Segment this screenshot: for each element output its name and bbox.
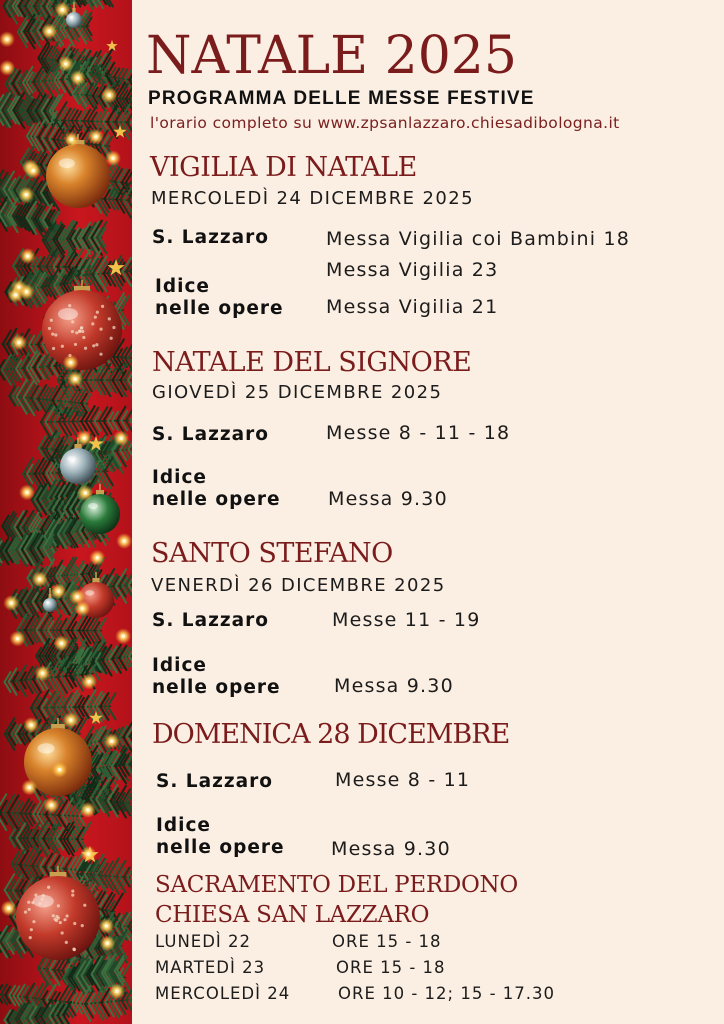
place-idice: Idice bbox=[155, 276, 210, 297]
place-san-lazzaro: S. Lazzaro bbox=[152, 227, 269, 248]
confession-hours: ORE 15 - 18 bbox=[332, 932, 442, 951]
confession-day: MARTEDÌ 23 bbox=[155, 958, 266, 977]
mass-time: Messa Vigilia 21 bbox=[326, 296, 499, 318]
mass-time: Messa 9.30 bbox=[334, 675, 454, 697]
place-idice: Idice bbox=[152, 467, 207, 488]
mass-time: Messe 11 - 19 bbox=[332, 609, 481, 631]
confession-day: MERCOLEDÌ 24 bbox=[155, 984, 291, 1003]
place-nelle-opere: nelle opere bbox=[155, 298, 284, 319]
page-subtitle: PROGRAMMA DELLE MESSE FESTIVE bbox=[148, 88, 535, 109]
confession-church: CHIESA SAN LAZZARO bbox=[155, 902, 430, 928]
place-nelle-opere: nelle opere bbox=[152, 489, 281, 510]
place-san-lazzaro: S. Lazzaro bbox=[156, 771, 273, 792]
confession-title: SACRAMENTO DEL PERDONO bbox=[155, 872, 518, 898]
place-nelle-opere: nelle opere bbox=[152, 677, 281, 698]
section-title-natale: NATALE DEL SIGNORE bbox=[152, 347, 472, 378]
confession-hours: ORE 15 - 18 bbox=[336, 958, 446, 977]
confession-day: LUNEDÌ 22 bbox=[155, 932, 252, 951]
page-title: NATALE 2025 bbox=[146, 26, 517, 86]
mass-time: Messa 9.30 bbox=[328, 488, 448, 510]
confession-hours: ORE 10 - 12; 15 - 17.30 bbox=[338, 984, 556, 1003]
place-san-lazzaro: S. Lazzaro bbox=[152, 424, 269, 445]
section-date-vigilia: MERCOLEDÌ 24 DICEMBRE 2025 bbox=[151, 188, 474, 209]
place-idice: Idice bbox=[156, 815, 211, 836]
place-idice: Idice bbox=[152, 655, 207, 676]
mass-time: Messa Vigilia 23 bbox=[326, 259, 499, 281]
section-title-vigilia: VIGILIA DI NATALE bbox=[150, 152, 417, 183]
mass-time: Messa Vigilia coi Bambini 18 bbox=[326, 228, 631, 250]
section-title-santo-stefano: SANTO STEFANO bbox=[151, 538, 393, 569]
section-title-domenica: DOMENICA 28 DICEMBRE bbox=[152, 719, 510, 750]
place-nelle-opere: nelle opere bbox=[156, 837, 285, 858]
mass-time: Messa 9.30 bbox=[331, 838, 451, 860]
website-link[interactable]: l'orario completo su www.zpsanlazzaro.chiesadibologna.it bbox=[150, 114, 620, 132]
section-date-santo-stefano: VENERDÌ 26 DICEMBRE 2025 bbox=[151, 575, 446, 596]
mass-time: Messe 8 - 11 - 18 bbox=[326, 422, 511, 444]
place-san-lazzaro: S. Lazzaro bbox=[152, 610, 269, 631]
section-date-natale: GIOVEDÌ 25 DICEMBRE 2025 bbox=[152, 382, 443, 403]
mass-time: Messe 8 - 11 bbox=[335, 769, 471, 791]
